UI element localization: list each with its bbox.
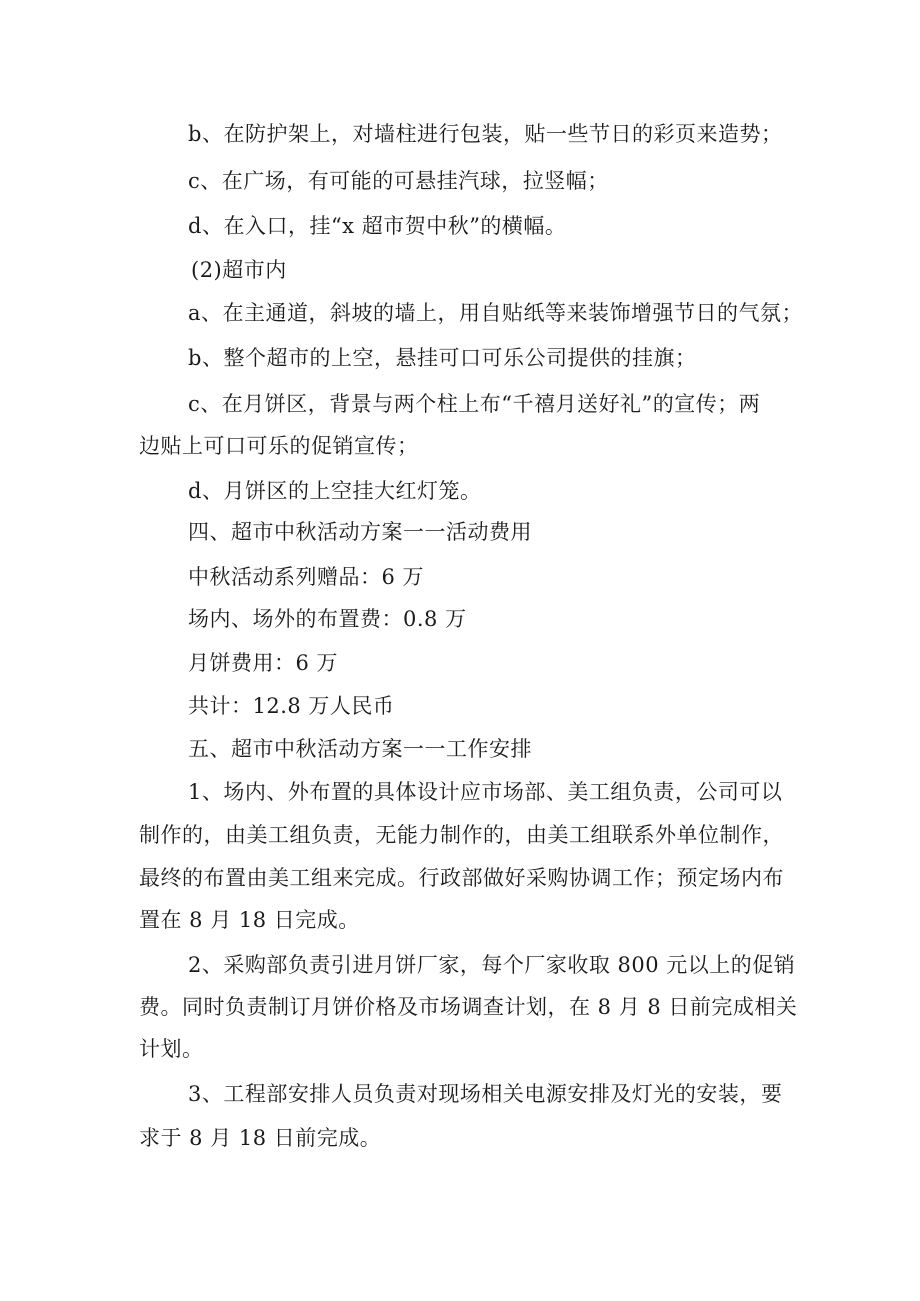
text-line: b、在防护架上，对墙柱进行包装，贴一些节日的彩页来造势； bbox=[188, 122, 783, 146]
text-line: 制作的，由美工组负责，无能力制作的，由美工组联系外单位制作， bbox=[139, 823, 784, 847]
text-line: 计划。 bbox=[139, 1037, 204, 1061]
section-heading: 四、超市中秋活动方案一一活动费用 bbox=[188, 520, 532, 544]
text-line: 共计：12.8 万人民币 bbox=[188, 694, 395, 718]
text-line: 月饼费用：6 万 bbox=[188, 651, 339, 675]
text-line: 费。同时负责制订月饼价格及市场调查计划，在 8 月 8 日前完成相关 bbox=[139, 995, 798, 1019]
text-line: 1、场内、外布置的具体设计应市场部、美工组负责，公司可以 bbox=[188, 780, 783, 804]
text-line: 场内、场外的布置费：0.8 万 bbox=[188, 607, 467, 631]
text-line: d、在入口，挂“x 超市贺中秋”的横幅。 bbox=[188, 214, 567, 238]
text-line: 边贴上可口可乐的促销宣传； bbox=[139, 434, 419, 458]
text-line: 求于 8 月 18 日前完成。 bbox=[139, 1126, 382, 1150]
text-line: c、在广场，有可能的可悬挂汽球，拉竖幅； bbox=[188, 169, 609, 193]
text-line: 3、工程部安排人员负责对现场相关电源安排及灯光的安装，要 bbox=[188, 1082, 783, 1106]
section-heading: 五、超市中秋活动方案一一工作安排 bbox=[188, 737, 532, 761]
text-line: 中秋活动系列赠品：6 万 bbox=[188, 565, 425, 589]
text-line: a、在主通道，斜坡的墙上，用自贴纸等来装饰增强节日的气氛； bbox=[188, 301, 804, 325]
text-line: 2、采购部负责引进月饼厂家，每个厂家收取 800 元以上的促销 bbox=[188, 953, 796, 977]
text-line: c、在月饼区，背景与两个柱上布“千禧月送好礼”的宣传；两 bbox=[188, 392, 761, 416]
text-line: b、整个超市的上空，悬挂可口可乐公司提供的挂旗； bbox=[188, 346, 697, 370]
text-line: 置在 8 月 18 日完成。 bbox=[139, 908, 360, 932]
section-subheading: (2)超市内 bbox=[191, 258, 287, 282]
text-line: 最终的布置由美工组来完成。行政部做好采购协调工作；预定场内布 bbox=[139, 866, 784, 890]
text-line: d、月饼区的上空挂大红灯笼。 bbox=[188, 479, 482, 503]
